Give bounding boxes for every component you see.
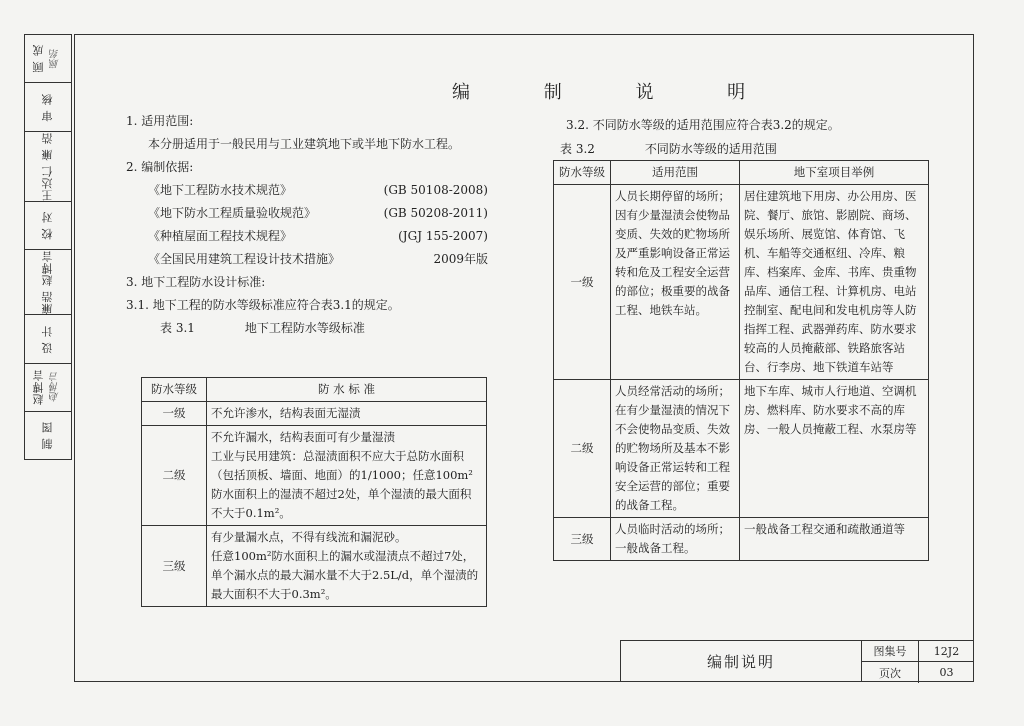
- page-label: 页次: [879, 666, 901, 680]
- signature: 顾绍: [49, 48, 61, 69]
- table-caption: [560, 140, 777, 157]
- sidebar-label: 廉浩 赵博言: [40, 249, 54, 315]
- table-header-row: [142, 378, 487, 402]
- grade-cell: 一级: [554, 185, 611, 380]
- table-row: [554, 380, 929, 518]
- table-row: [142, 426, 487, 526]
- grade-cell: 二级: [142, 426, 207, 526]
- sidebar-label: 赵博言: [32, 369, 46, 406]
- atlas-value: 12J2: [918, 641, 974, 662]
- page-title: 编 制 说 明: [452, 82, 780, 103]
- sidebar-label: 设 计: [40, 324, 54, 354]
- drawing-name: 编制说明: [706, 653, 775, 671]
- column-header: 防水等级: [554, 161, 611, 185]
- example-cell: 地下车库、城市人行地道、空调机房、燃料库、防水要求不高的库房、一般人员掩蔽工程、水泵房等: [740, 380, 929, 518]
- reference-item: [126, 248, 488, 271]
- sidebar-label: 顾 成: [32, 44, 46, 73]
- reference-item: [126, 202, 488, 225]
- title-block-grid: [861, 641, 974, 682]
- table-header-row: [554, 161, 929, 185]
- sidebar-cell: [25, 35, 71, 83]
- sidebar-label: 校 对: [40, 210, 54, 240]
- section-body: 3.2. 不同防水等级的适用范围应符合表3.2的规定。: [566, 118, 840, 132]
- sidebar-cell: [25, 412, 71, 459]
- reference-code: (GB 50208-2011): [383, 206, 488, 220]
- title-block: [620, 640, 974, 682]
- left-column: [126, 110, 496, 337]
- reference-item: [126, 225, 488, 248]
- column-header: 地下室项目举例: [740, 161, 929, 185]
- reference-code: 2009年版: [433, 252, 488, 266]
- example-cell: 一般战备工程交通和疏散通道等: [740, 518, 929, 561]
- scope-cell: 人员临时活动的场所；一般战备工程。: [611, 518, 740, 561]
- section-heading: 3. 地下工程防水设计标准:: [126, 275, 266, 289]
- table-title: 不同防水等级的适用范围: [644, 142, 777, 156]
- grade-scope-table: [553, 160, 929, 561]
- sidebar-label: 王达仁 廉 浩: [40, 131, 54, 201]
- table-caption: [126, 319, 496, 337]
- table-row: [142, 526, 487, 607]
- section-body: 本分册适用于一般民用与工业建筑地下或半地下防水工程。: [148, 137, 461, 151]
- section-heading: 1. 适用范围:: [126, 114, 194, 128]
- reference-name: 《全国民用建筑工程设计技术措施》: [148, 252, 341, 266]
- reference-name: 《种植屋面工程技术规程》: [148, 229, 293, 243]
- scope-cell: 人员长期停留的场所；因有少量湿渍会使物品变质、失效的贮物场所及严重影响设备正常运转和危及工程安全运营的部位；极重要的战备工程、地铁车站。: [611, 185, 740, 380]
- standard-cell: 不允许渗水，结构表面无湿渍: [207, 402, 487, 426]
- table-row: [554, 518, 929, 561]
- grade-cell: 二级: [554, 380, 611, 518]
- atlas-label: 图集号: [862, 641, 918, 662]
- reference-code: (GB 50108-2008): [383, 183, 488, 197]
- reference-name: 《地下工程防水技术规范》: [148, 183, 293, 197]
- sidebar-cell: [25, 202, 71, 250]
- table-number: 表 3.2: [560, 142, 595, 156]
- column-header: 适用范围: [611, 161, 740, 185]
- reference-item: [126, 179, 488, 202]
- scope-cell: 人员经常活动的场所；在有少量湿渍的情况下不会使物品变质、失效的贮物场所及基本不影响设备正常运转和工程安全运营的部位；重要的战备工程。: [611, 380, 740, 518]
- section-body: 3.1. 地下工程的防水等级标准应符合表3.1的规定。: [126, 298, 400, 312]
- section-heading: 2. 编制依据:: [126, 160, 194, 174]
- approval-sidebar: [24, 34, 72, 460]
- standard-cell: 不允许漏水，结构表面可有少量湿渍 工业与民用建筑：总湿渍面积不应大于总防水面积（包括顶板、墙面、地面）的1/1000；任意100m²防水面积上的湿渍不超过2处，单个湿渍的最大面积不大于0.1m²。: [207, 426, 487, 526]
- sidebar-cell: [25, 364, 71, 412]
- table-title: 地下工程防水等级标准: [244, 321, 365, 335]
- example-cell: 居住建筑地下用房、办公用房、医院、餐厅、旅馆、影剧院、商场、娱乐场所、展览馆、体育馆、飞机、车船等交通枢纽、冷库、粮库、档案库、金库、书库、贵重物品库、通信工程、计算机房、电站控制室、配电间和发电机房等人防指挥工程、武器弹药库、防水要求较高的人员掩蔽部、铁路旅客站台、行李房、地下铁道车站等: [740, 185, 929, 380]
- reference-name: 《地下防水工程质量验收规范》: [148, 206, 317, 220]
- standard-cell: 有少量漏水点，不得有线流和漏泥砂。 任意100m²防水面积上的漏水或湿渍点不超过7处，单个漏水点的最大漏水量不大于2.5L/d，单个湿渍的最大面积不大于0.3m²。: [207, 526, 487, 607]
- table-number: 表 3.1: [160, 321, 195, 335]
- column-header: 防水等级: [142, 378, 207, 402]
- page-value: 03: [918, 662, 974, 683]
- table-row: [142, 402, 487, 426]
- column-header: 防 水 标 准: [207, 378, 487, 402]
- grade-cell: 一级: [142, 402, 207, 426]
- sidebar-cell: [25, 132, 71, 202]
- waterproof-grade-table: [141, 377, 487, 607]
- signature: 赵博言: [49, 372, 61, 403]
- reference-code: (JGJ 155-2007): [398, 229, 488, 243]
- sidebar-cell: [25, 83, 71, 131]
- sidebar-cell: [25, 250, 71, 316]
- sidebar-cell: [25, 315, 71, 363]
- grade-cell: 三级: [554, 518, 611, 561]
- grade-cell: 三级: [142, 526, 207, 607]
- sidebar-label: 审 核: [40, 92, 54, 122]
- sidebar-label: 制 图: [40, 421, 54, 450]
- table-row: [554, 185, 929, 380]
